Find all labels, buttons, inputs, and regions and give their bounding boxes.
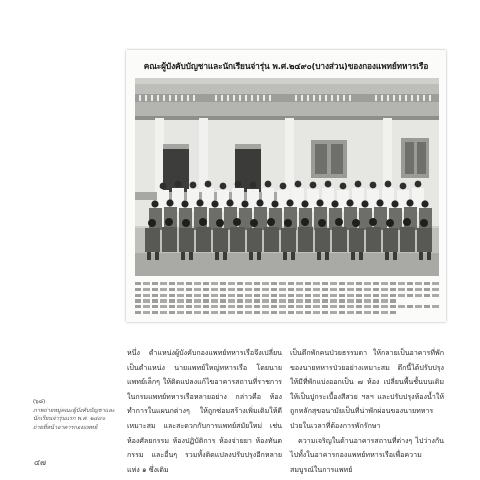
- body-paragraph: เป็นตึกพักคนป่วยธรรมดา ให้กลายเป็นอาคารที่พักของนายทหารป่วยอย่างเหมาะสม ตึกนี้ได้ปรับปรุงให้มีที่พักแบ่งออกเป็น ๗ ห้อง เปลี่ยนพื้นชั้นบนเดิมให้เป็นปูกระเบื้องสีสวย ฯลฯ และปรับปรุงห้องน้ำให้ถูกหลักสุขอนามัยเป็นที่น่าพักผ่อนของนายทหารป่วยในเวลาที่ต้องการพักรักษา: [290, 348, 444, 430]
- photo-title: คณะผู้บังคับบัญชาและนักเรียนจ่ารุ่น พ.ศ.๒๔๙๐(บางส่วน)ของกองแพทย์ทหารเรือ: [143, 61, 429, 71]
- body-column-right: [290, 346, 444, 477]
- photo-print: [126, 50, 446, 322]
- photo-name-list: [135, 282, 439, 316]
- page-number: ๔๗: [34, 458, 47, 467]
- side-caption-text: ภาพถ่ายหมู่คณะผู้บังคับบัญชาและนักเรียนจ่ารุ่นแรก พ.ศ. ๒๔๙๐ ถ่ายที่หน้าอาคารกองแพทย์: [33, 407, 115, 431]
- side-caption-number: (๖๘): [33, 399, 46, 405]
- body-paragraph: หนึ่ง ตำแหน่งผู้บังคับกองแพทย์ทหารเรือจึงเปลี่ยนเป็นตำแหน่ง นายแพทย์ใหญ่ทหารเรือ โดยนายแพทย์เล็กๆ ให้ติดแปลงแก้ไขอาคารสถานที่ราชการในกรมแพทย์ทหารเรือหลายอย่าง กล่าวคือ ห้องทำการในแผนกต่างๆ ให้ถูกซ่อมสร้างเพิ่มเติมให้ดีเหมาะสม และสะดวกกับการแพทย์สมัยใหม่ เช่น ห้องศัลยกรรม ห้องปฏิบัติการ ห้องจ่ายยา ห้องทันตกรรม และอื่นๆ รวมทั้งติดแปลงปรับปรุงอีกหลายแห่ง ๑ ซึ่งเดิม: [127, 348, 282, 474]
- body-column-left: [127, 346, 282, 477]
- side-caption: [33, 398, 115, 432]
- body-paragraph: ความเจริญในด้านอาคารสถานที่ต่างๆ ไปว่างกันไปทั้งในอาคารกองแพทย์ทหารเรือเพื่อความสมบูรณ์ในการแพทย์: [290, 435, 444, 474]
- group-photo: [135, 78, 439, 276]
